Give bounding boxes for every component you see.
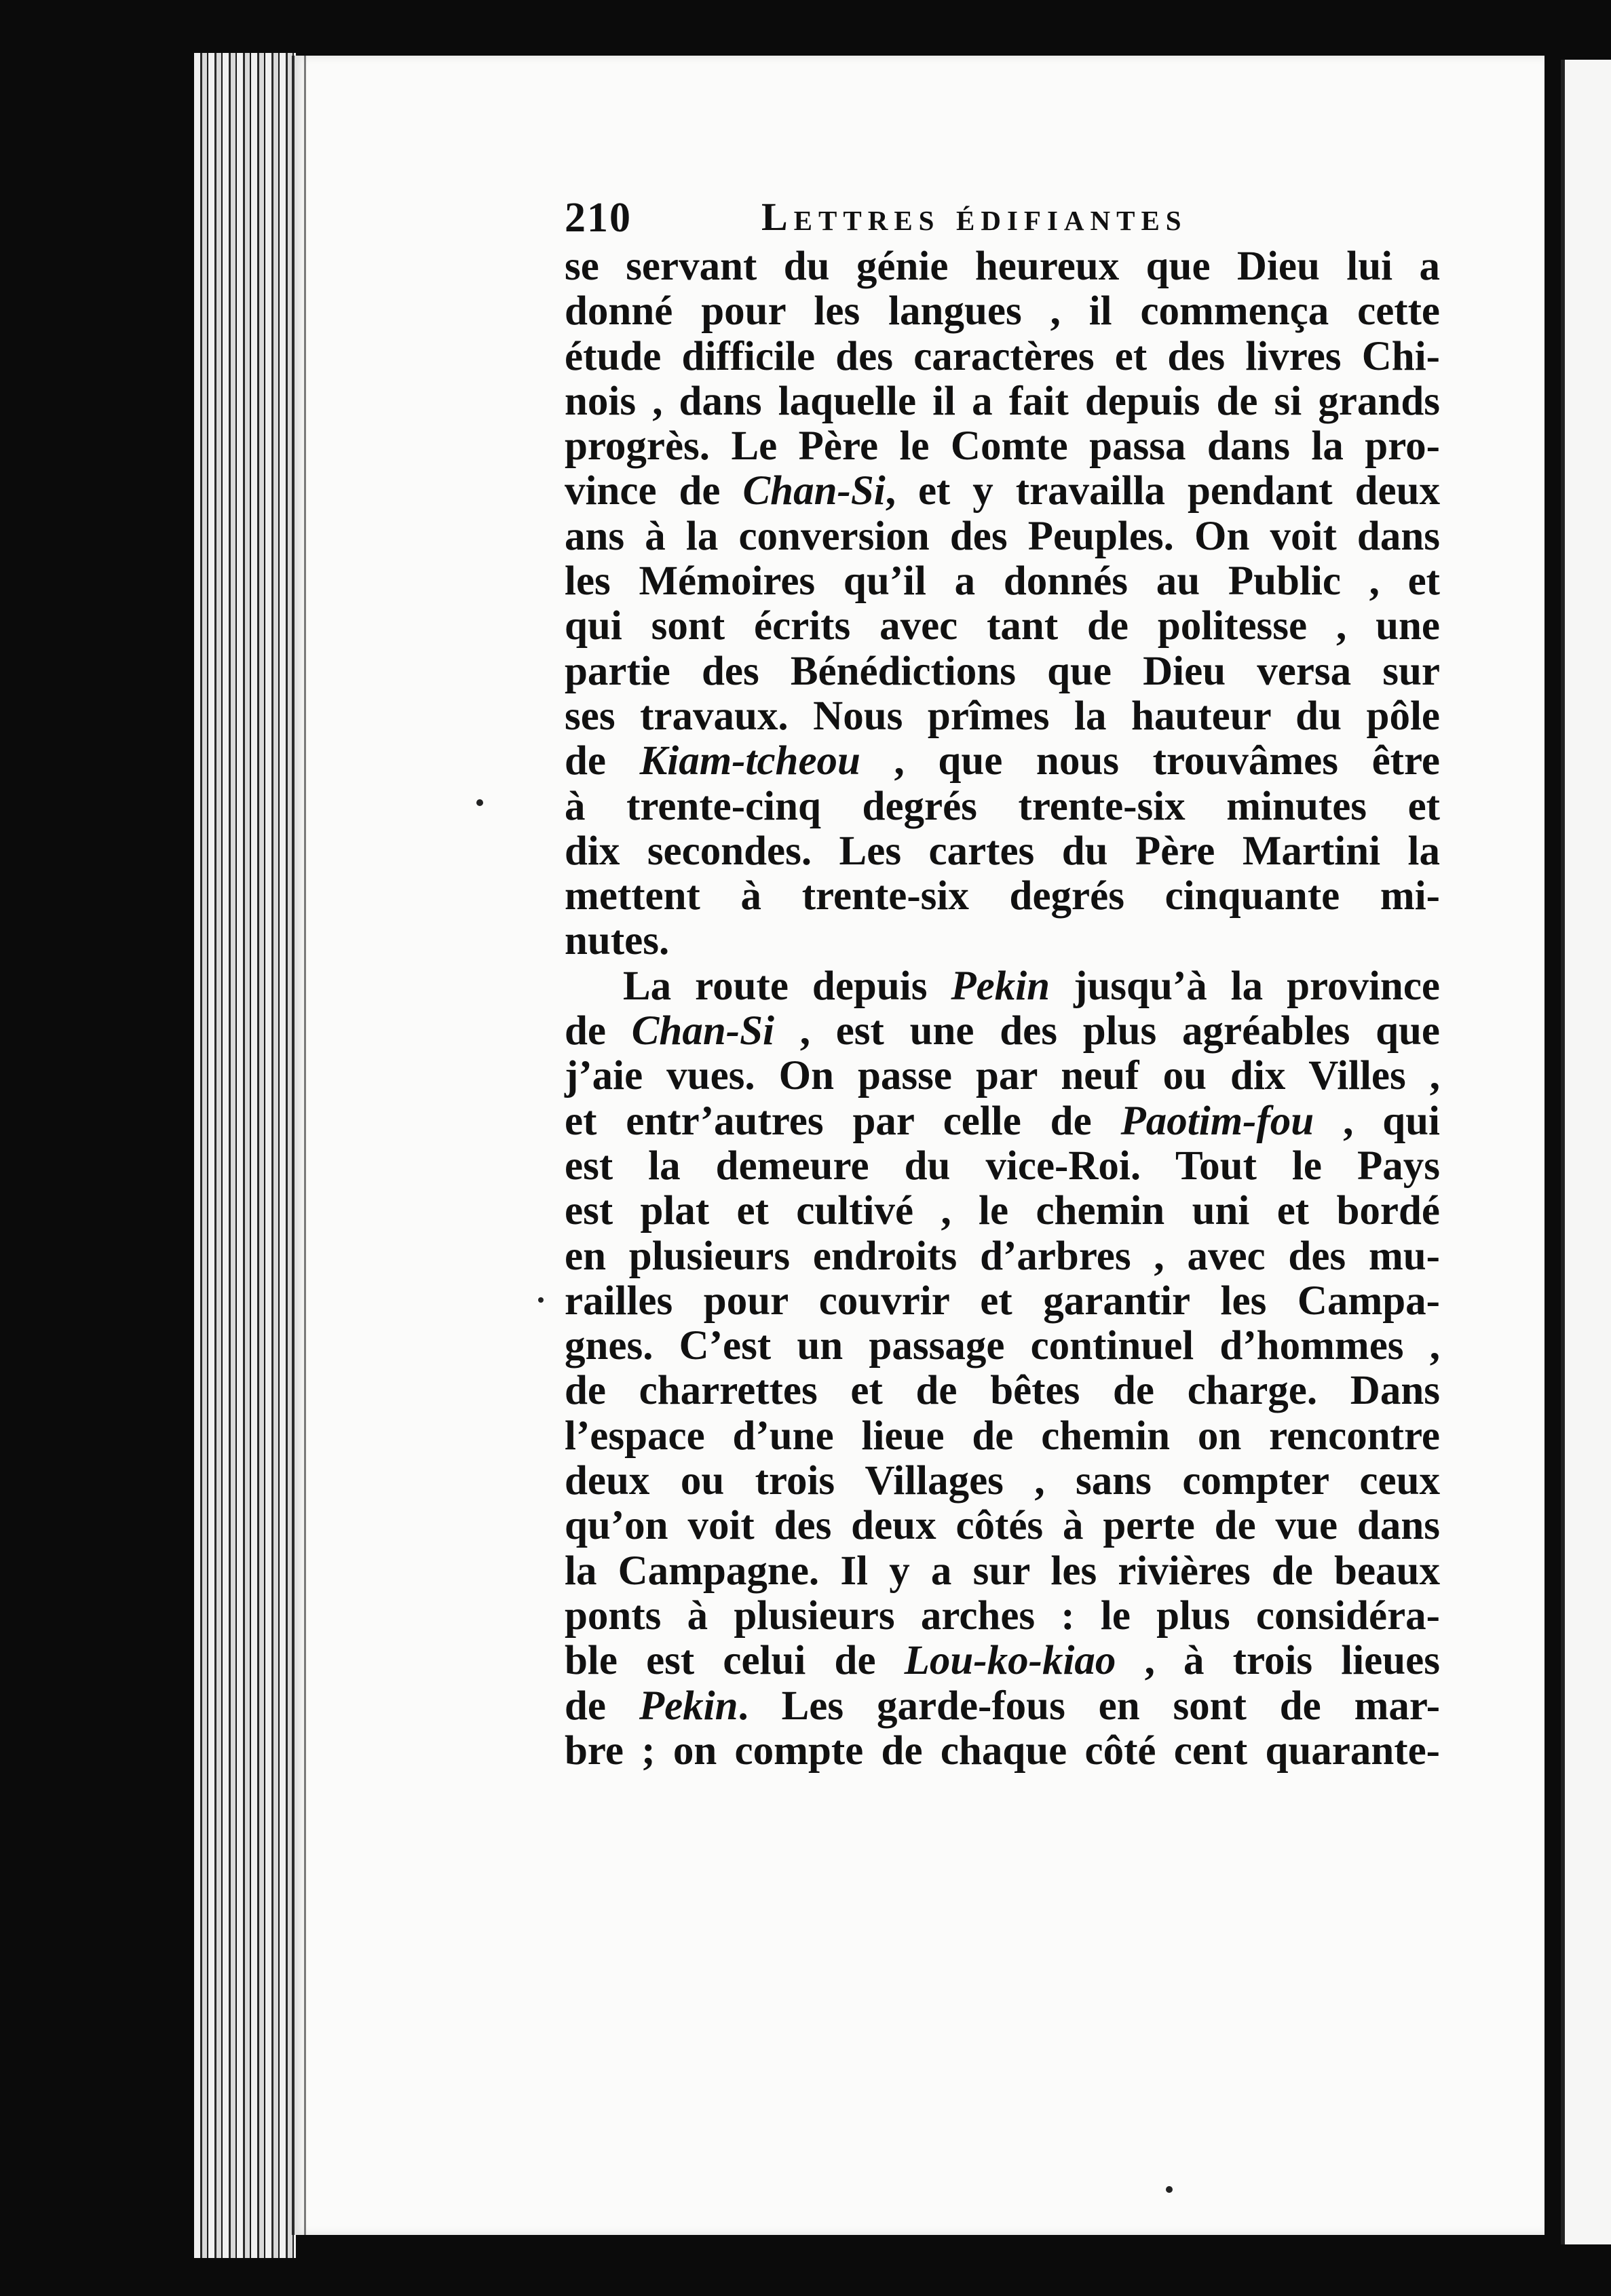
text-line: qu’on voit des deux côtés à perte de vue dans — [565, 1503, 1440, 1549]
text-line-paragraph-start: La route depuis Pekin jusqu’à la province — [623, 963, 1440, 1009]
page-edges — [194, 53, 296, 2258]
text-line: railles pour couvrir et garantir les Campa- — [565, 1278, 1440, 1324]
body-text — [565, 244, 1440, 1774]
text-line: est plat et cultivé , le chemin uni et bordé — [565, 1188, 1440, 1234]
gutter-shadow — [304, 56, 306, 2235]
text-line: donné pour les langues , il commença cette — [565, 288, 1440, 334]
speck-mark — [538, 1297, 544, 1303]
text-line: se servant du génie heureux que Dieu lui a — [565, 244, 1440, 289]
text-line: nutes. — [565, 918, 670, 964]
text-line: l’espace d’une lieue de chemin on rencontre — [565, 1413, 1440, 1459]
text-line: est la demeure du vice-Roi. Tout le Pays — [565, 1143, 1440, 1189]
text-line: les Mémoires qu’il a donnés au Public , et — [565, 558, 1440, 605]
text-line: la Campagne. Il y a sur les rivières de beaux — [565, 1548, 1440, 1594]
running-title: Lettres édifiantes — [761, 195, 1188, 239]
running-head — [565, 194, 1250, 248]
text-line: en plusieurs endroits d’arbres , avec des mu- — [565, 1233, 1440, 1279]
text-line: ses travaux. Nous prîmes la hauteur du pôle — [565, 693, 1440, 739]
text-line: j’aie vues. On passe par neuf ou dix Villes , — [565, 1053, 1440, 1099]
text-line: partie des Bénédictions que Dieu versa sur — [565, 648, 1440, 694]
text-line: nois , dans laquelle il a fait depuis de si grands — [565, 378, 1440, 424]
text-line: gnes. C’est un passage continuel d’hommes , — [565, 1323, 1440, 1369]
text-line: étude difficile des caractères et des livres Chi- — [565, 333, 1440, 379]
text-line: dix secondes. Les cartes du Père Martini la — [565, 828, 1440, 874]
page-number: 210 — [565, 195, 632, 241]
text-line: vince de Chan-Si, et y travailla pendant deux — [565, 468, 1440, 514]
text-line: ble est celui de Lou-ko-kiao , à trois lieues — [565, 1638, 1440, 1684]
text-line: et entr’autres par celle de Paotim-fou , qui — [565, 1098, 1440, 1144]
text-line: à trente-cinq degrés trente-six minutes et — [565, 783, 1440, 829]
speck-mark — [1166, 2186, 1173, 2193]
speck-mark — [476, 799, 483, 806]
text-line: deux ou trois Villages , sans compter ceux — [565, 1458, 1440, 1504]
text-line: mettent à trente-six degrés cinquante mi- — [565, 873, 1440, 919]
text-line: progrès. Le Père le Comte passa dans la pro- — [565, 423, 1440, 470]
facing-page-edge — [1561, 60, 1611, 2244]
text-line: de Kiam-tcheou , que nous trouvâmes être — [565, 738, 1440, 784]
text-line: ponts à plusieurs arches : le plus considéra- — [565, 1592, 1440, 1639]
text-line: bre ; on compte de chaque côté cent quarante- — [565, 1727, 1440, 1774]
text-line: de Pekin. Les garde-fous en sont de mar- — [565, 1683, 1441, 1729]
text-line: de charrettes et de bêtes de charge. Dans — [565, 1368, 1440, 1414]
text-line: de Chan-Si , est une des plus agréables que — [565, 1008, 1441, 1054]
text-line: qui sont écrits avec tant de politesse , une — [565, 603, 1440, 649]
text-line: ans à la conversion des Peuples. On voit dans — [565, 513, 1440, 559]
